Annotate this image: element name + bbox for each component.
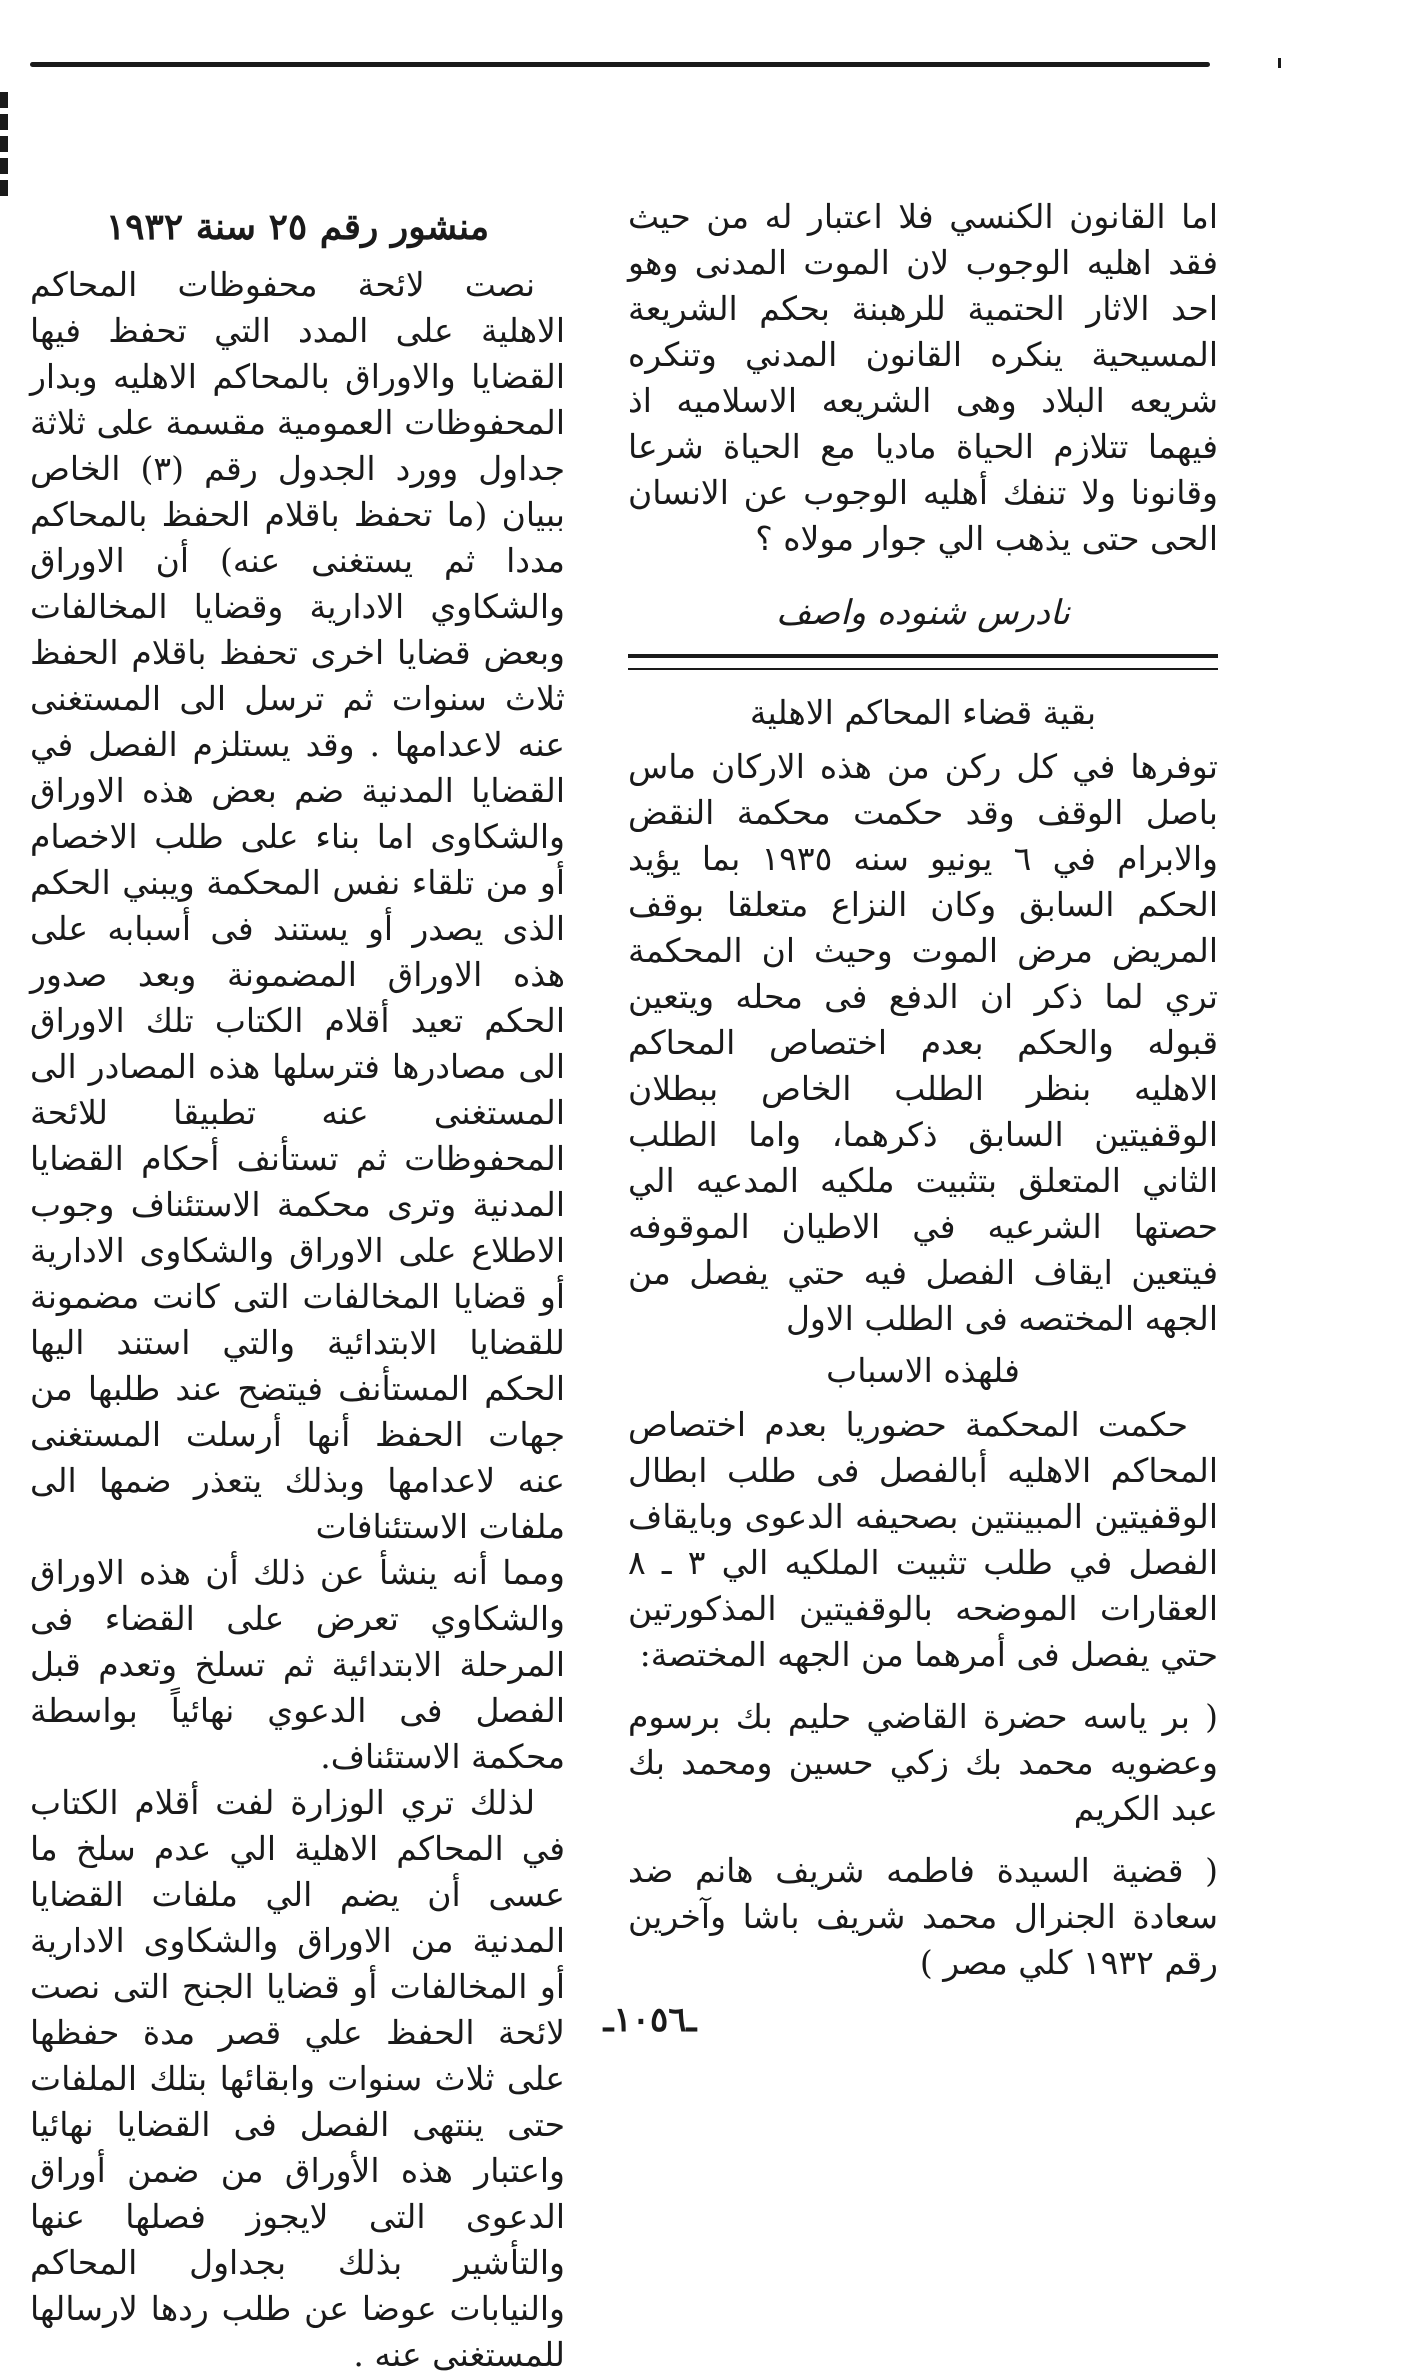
verdict-paragraph: حكمت المحكمة حضوريا بعدم اختصاص المحاكم الاهليه أبالفصل فى طلب ابطال الوقفيتين المبينتين بصحيفه الدعوى وبايقاف الفصل في طلب تثبيت الملكيه الي ٣ ـ ٨ العقارات الموضحه بالوقفيتين المذكورتين حتي يفصل فى أمرهما من الجهه المختصة:	[628, 1405, 1218, 1674]
section-paragraph: توفرها في كل ركن من هذه الاركان ماس باصل الوقف وقد حكمت محكمة النقض والابرام في ٦ يونيو سنه ١٩٣٥ بما يؤيد الحكم السابق وكان النزاع متعلقا بوقف المريض مرض الموت وحيث ان المحكمة تري لما ذكر ان الدفع فى محله ويتعين قبوله والحكم بعدم اختصاص المحاكم الاهليه بنظر الطلب الخاص ببطلان الوقفيتين السابق ذكرهما، واما الطلب الثاني المتعلق بتثبيت ملكيه المدعيه الي حصتها الشرعيه في الاطيان الموقوفه فيتعين ايقاف الفصل فيه حتي يفصل من الجهه المختصه فى الطلب الاول	[628, 747, 1218, 1338]
reasons-title: فلهذه الاسباب	[826, 1351, 1020, 1390]
top-rule	[30, 62, 1210, 67]
panel-note: ( بر ياسه حضرة القاضي حليم بك برسوم وعضويه محمد بك زكي حسين ومحمد بك عبد الكريم	[628, 1697, 1218, 1828]
opening-paragraph: اما القانون الكنسي فلا اعتبار له من حيث فقد اهليه الوجوب لان الموت المدنى وهو احد الاثار الحتمية للرهبنة بحكم الشريعة المسيحية ينكره القانون المدني وتنكره شريعه البلاد وهى الشريعه الاسلاميه اذ فيهما تتلازم الحياة ماديا مع الحياة شرعا وقانونا ولا تنفك أهليه الوجوب عن الانسان الحى حتى يذهب الي جوار مولاه ؟	[628, 197, 1218, 558]
right-column	[628, 194, 1218, 1986]
case-note: ( قضية السيدة فاطمه شريف هانم ضد سعادة الجنرال محمد شريف باشا وآخرين رقم ١٩٣٢ كلي مصر )	[628, 1851, 1218, 1982]
author-signature: نادرس شنوده واصف	[776, 593, 1070, 633]
page-number: ـ١٠٥٦ـ	[603, 2000, 697, 2040]
circular-paragraph-3: لذلك تري الوزارة لفت أقلام الكتاب في المحاكم الاهلية الي عدم سلخ ما عسى أن يضم الي ملفات القضايا المدنية من الاوراق والشكاوى الادارية أو المخالفات أو قضايا الجنح التى نصت لائحة الحفظ علي قصر مدة حفظها على ثلاث سنوات وابقائها بتلك الملفات حتى ينتهى الفصل فى القضايا نهائيا واعتبار هذه الأوراق من ضمن أوراق الدعوى التى لايجوز فصلها عنها والتأشير بذلك بجداول المحاكم والنيابات عوضا عن طلب ردها لارسالها للمستغنى عنه .	[30, 1783, 565, 2374]
binding-edge-marks	[0, 92, 10, 212]
section-title: بقية قضاء المحاكم الاهلية	[749, 693, 1097, 732]
section-divider	[628, 654, 1218, 670]
circular-heading: منشور رقم ٢٥ سنة ١٩٣٢	[105, 206, 490, 248]
circular-paragraph-1: نصت لائحة محفوظات المحاكم الاهلية على المدد التي تحفظ فيها القضايا والاوراق بالمحاكم الاهليه وبدار المحفوظات العمومية مقسمة على ثلاثة جداول وورد الجدول رقم (٣) الخاص ببيان (ما تحفظ باقلام الحفظ بالمحاكم مددا ثم يستغنى عنه) أن الاوراق والشكاوي الادارية وقضايا المخالفات وبعض قضايا اخرى تحفظ باقلام الحفظ ثلاث سنوات ثم ترسل الى المستغنى عنه لاعدامها . وقد يستلزم الفصل في القضايا المدنية ضم بعض هذه الاوراق والشكاوى اما بناء على طلب الاخصام أو من تلقاء نفس المحكمة ويبني الحكم الذى يصدر أو يستند فى أسبابه على هذه الاوراق المضمونة وبعد صدور الحكم تعيد أقلام الكتاب تلك الاوراق الى مصادرها فترسلها هذه المصادر الى المستغنى عنه تطبيقا للائحة المحفوظات ثم تستأنف أحكام القضايا المدنية وترى محكمة الاستئناف وجوب الاطلاع على الاوراق والشكاوى الادارية أو قضايا المخالفات التى كانت مضمونة للقضايا الابتدائية والتي استند اليها الحكم المستأنف فيتضح عند طلبها من جهات الحفظ أنها أرسلت المستغنى عنه لاعدامها وبذلك يتعذر ضمها الى ملفات الاستئنافات	[30, 265, 566, 1546]
circular-paragraph-2: ومما أنه ينشأ عن ذلك أن هذه الاوراق والشكاوي تعرض على القضاء فى المرحلة الابتدائية ثم تسلخ وتعدم قبل الفصل فى الدعوي نهائياً بواسطة محكمة الاستئناف.	[30, 1553, 565, 1776]
left-column	[30, 202, 565, 2378]
scan-mark	[1278, 58, 1281, 68]
